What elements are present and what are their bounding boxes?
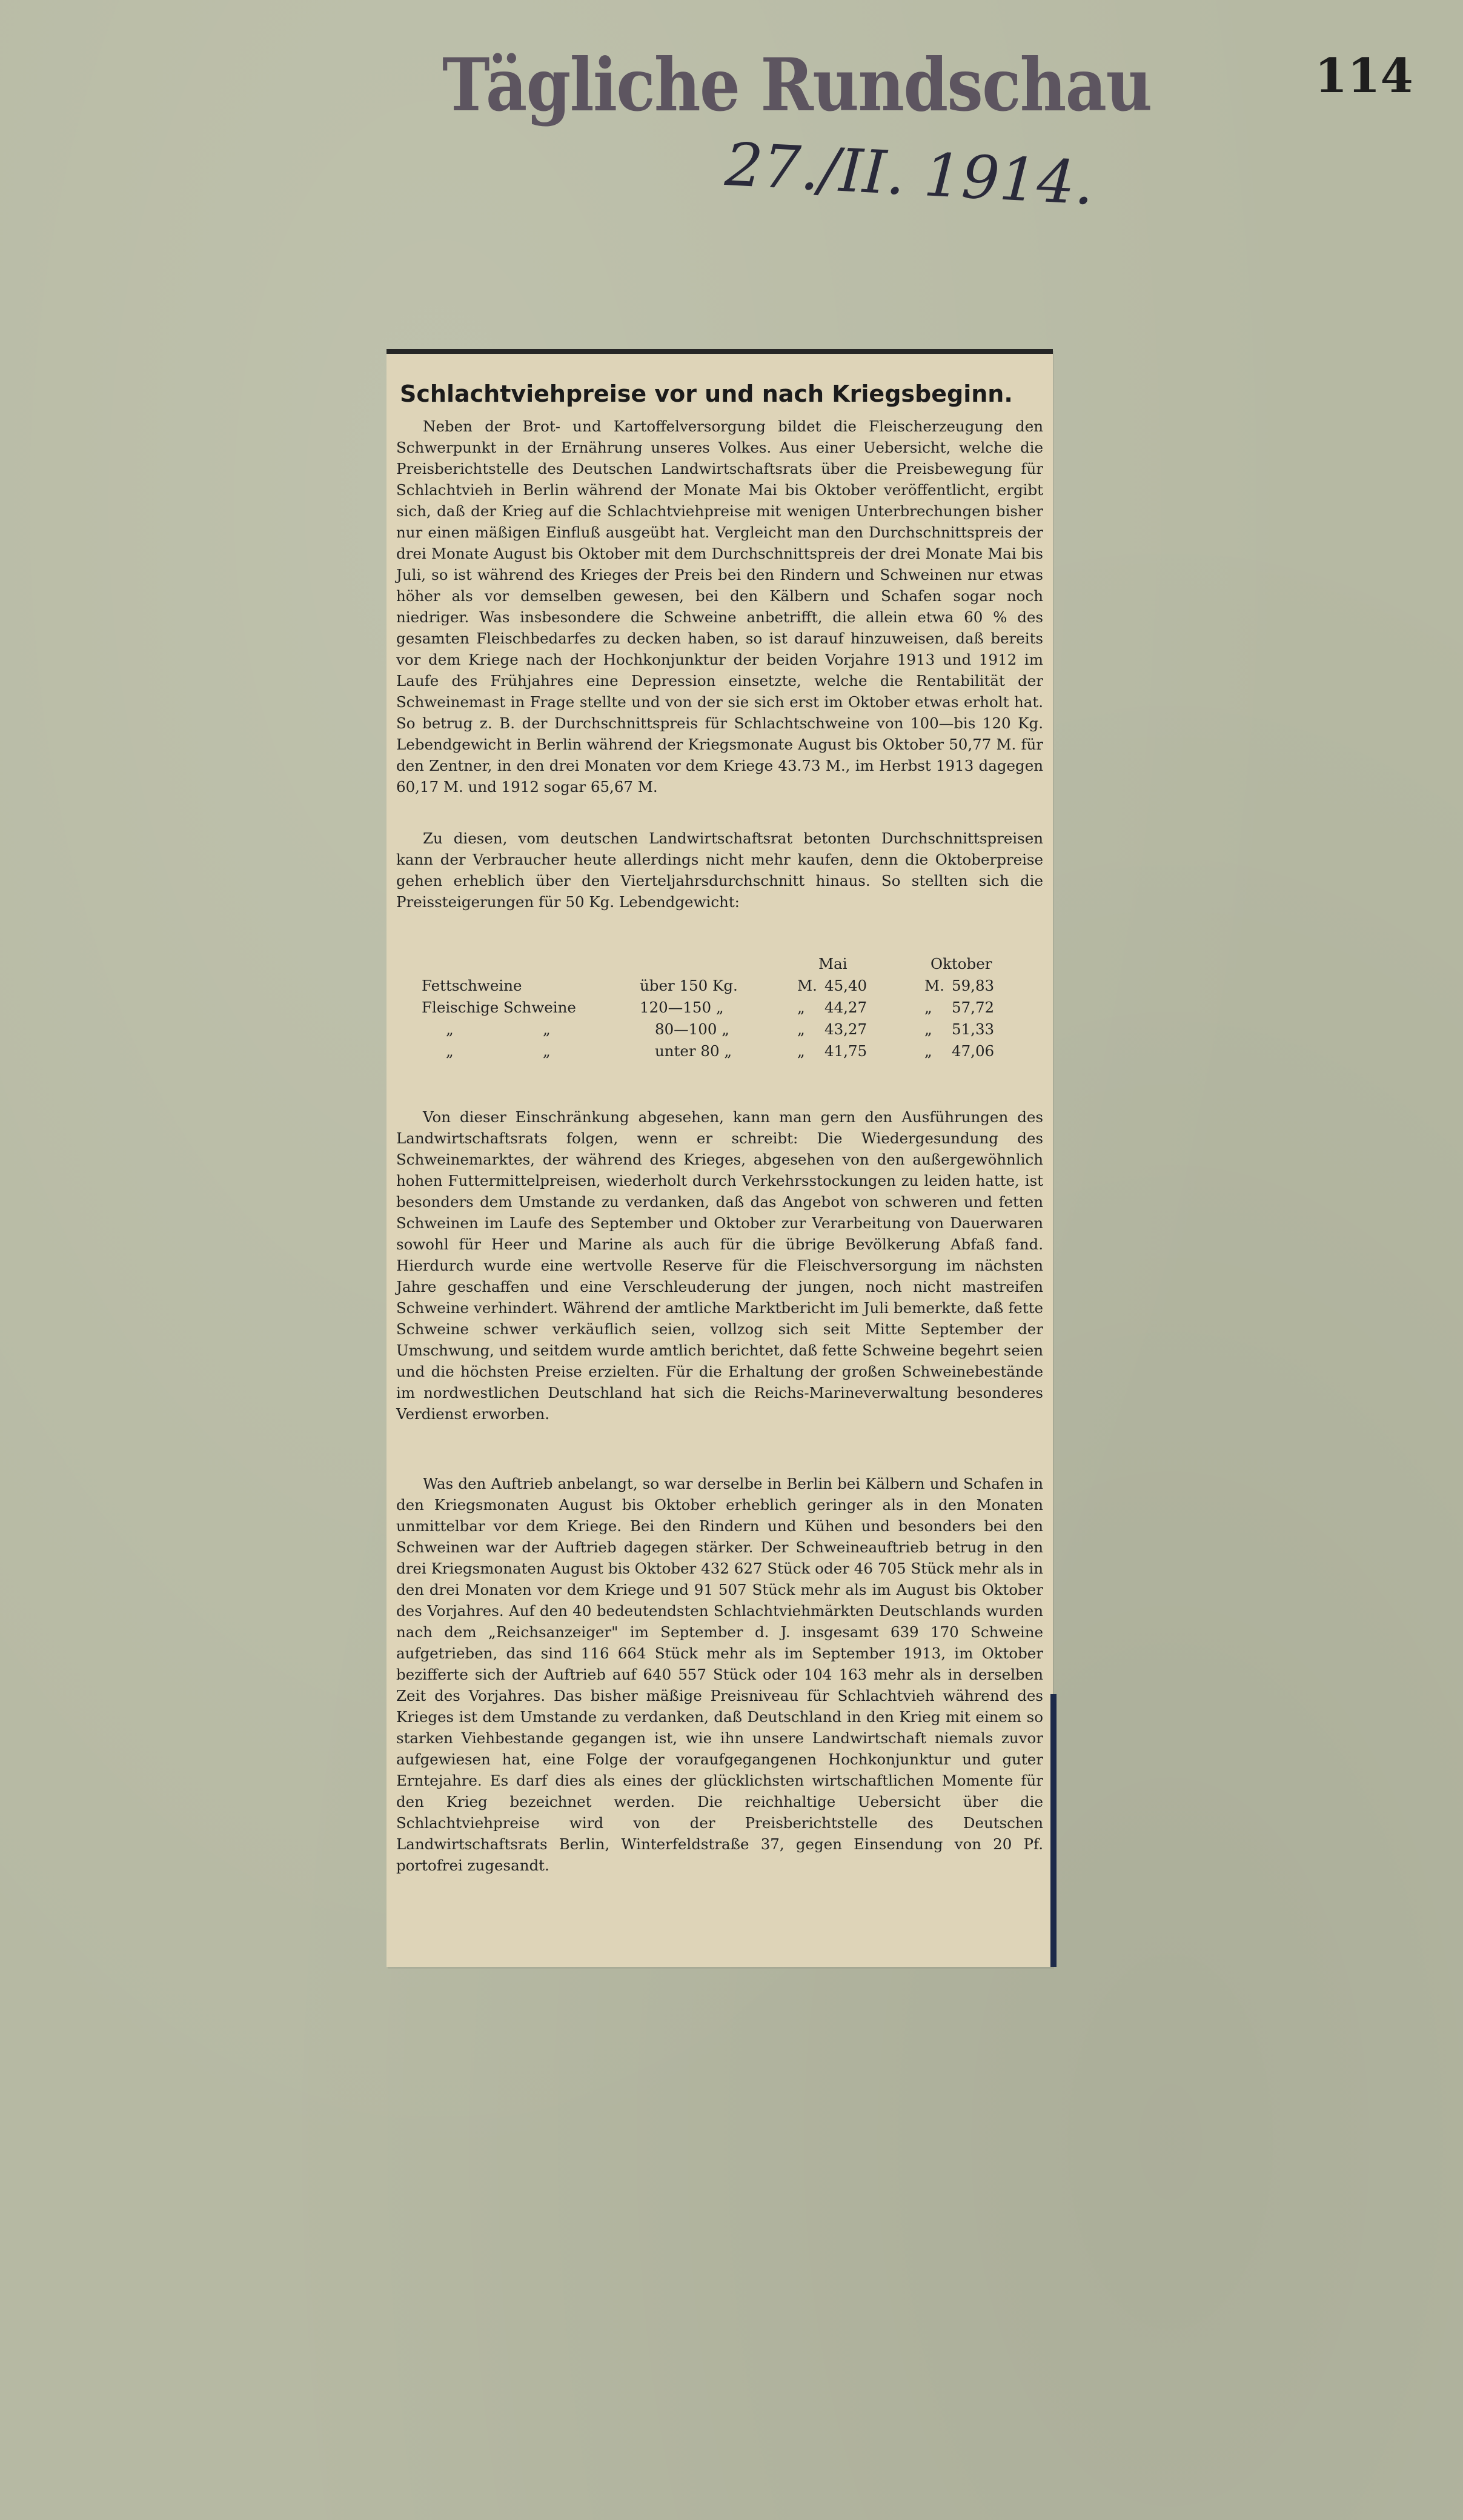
- row-weight: 80—100 „: [655, 1020, 729, 1038]
- row-price-mai: 45,40: [824, 977, 868, 994]
- row-price-oktober: 59,83: [952, 977, 995, 994]
- row-price-mai: 43,27: [824, 1020, 868, 1038]
- handwritten-date: 27./II. 1914.: [723, 130, 1096, 219]
- newspaper-clipping: [386, 349, 1053, 1967]
- row-currency-mai: M.: [797, 977, 817, 994]
- row-price-oktober: 57,72: [952, 999, 995, 1016]
- row-sub: „: [543, 1020, 551, 1038]
- article-paragraph-1: [396, 416, 1043, 797]
- row-weight: über 150 Kg.: [640, 977, 738, 994]
- article-paragraph-3: [396, 1106, 1043, 1425]
- paragraph-text: Neben der Brot- und Kartoffelversorgung bildet die Fleischerzeugung den Schwerpunkt in der Ernährung unseres Volkes. Aus einer Uebersicht, welche die Preisberichtstelle des Deutschen Landwirtschaftsrats über die Preisbewegung für Schlachtvieh in Berlin während der Monate Mai bis Oktober veröffentlicht, ergibt sich, daß der Krieg auf die Schlachtviehpreise mit wenigen Unterbrechungen bisher nur einen mäßigen Einfluß ausgeübt hat. Vergleicht man den Durchschnittspreis der drei Monate August bis Oktober mit dem Durchschnittspreis der drei Monate Mai bis Juli, so ist während des Krieges der Preis bei den Rindern und Schweinen nur etwas höher als vor demselben gewesen, bei den Kälbern und Schafen sogar noch niedriger. Was insbesondere die Schweine anbetrifft, die allein etwa 60 % des gesamten Fleischbedarfes zu decken haben, so ist darauf hinzuweisen, daß bereits vor dem Kriege nach der Hochkonjunktur der beiden Vorjahre 1913 und 1912 im Laufe des Frühjahres eine Depression einsetzte, welche die Rentabilität der Schweinemast in Frage stellte und von der sie sich erst im Oktober etwas erholt hat. So betrug z. B. der Durchschnittspreis für Schlachtschweine von 100—bis 120 Kg. Lebendgewicht in Berlin während der Kriegsmonate August bis Oktober 50,77 M. für den Zentner, in den drei Monaten vor dem Kriege 43.73 M., im Herbst 1913 dagegen 60,17 M. und 1912 sogar 65,67 M.: [396, 417, 1043, 796]
- row-currency-oktober: „: [924, 999, 932, 1016]
- row-kind: Fleischige Schweine: [422, 999, 576, 1016]
- row-kind: „: [446, 1020, 454, 1038]
- paragraph-text: Zu diesen, vom deutschen Landwirtschaftsrat betonten Durchschnittspreisen kann der Verbraucher heute allerdings nicht mehr kaufen, denn die Oktoberpreise gehen erheblich über den Vierteljahrsdurchschnitt hinaus. So stellten sich die Preissteigerungen für 50 Kg. Lebendgewicht:: [396, 829, 1043, 911]
- row-currency-mai: „: [797, 1020, 805, 1038]
- row-kind: Fettschweine: [422, 977, 522, 994]
- article-headline: Schlachtviehpreise vor und nach Kriegsbeginn.: [400, 381, 1013, 407]
- row-price-oktober: 51,33: [952, 1020, 995, 1038]
- newspaper-name-stamp: Tägliche Rundschau: [442, 42, 1152, 128]
- row-currency-oktober: „: [924, 1042, 932, 1060]
- row-currency-mai: „: [797, 999, 805, 1016]
- row-kind: „: [446, 1042, 454, 1060]
- row-weight: 120—150 „: [640, 999, 724, 1016]
- row-price-mai: 44,27: [824, 999, 868, 1016]
- folio-number: 114: [1315, 48, 1413, 104]
- article-paragraph-2: [396, 828, 1043, 913]
- row-price-oktober: 47,06: [952, 1042, 995, 1060]
- row-currency-oktober: M.: [924, 977, 944, 994]
- paragraph-text: Von dieser Einschränkung abgesehen, kann man gern den Ausführungen des Landwirtschaftsrats folgen, wenn er schreibt: Die Wiedergesundung des Schweinemarktes, der während des Krieges, abgesehen von den außergewöhnlich hohen Futtermittelpreisen, wiederholt durch Verkehrsstockungen zu leiden hatte, ist besonders dem Umstande zu verdanken, daß das Angebot von schweren und fetten Schweinen im Laufe des September und Oktober zur Verarbeitung von Dauerwaren sowohl für Heer und Marine als auch für die übrige Bevölkerung Abfaß fand. Hierdurch wurde eine wertvolle Reserve für die Fleischversorgung im nächsten Jahre geschaffen und eine Verschleuderung der jungen, noch nicht mastreifen Schweine verhindert. Während der amtliche Marktbericht im Juli bemerkte, daß fette Schweine schwer verkäuflich seien, vollzog sich seit Mitte September der Umschwung, und seitdem wurde amtlich berichtet, daß fette Schweine begehrt seien und die höchsten Preise erzielten. Für die Erhaltung der großen Schweinebestände im nordwestlichen Deutschland hat sich die Reichs-Marineverwaltung besonderes Verdienst erworben.: [396, 1108, 1043, 1423]
- row-price-mai: 41,75: [824, 1042, 868, 1060]
- row-sub: „: [543, 1042, 551, 1060]
- row-currency-mai: „: [797, 1042, 805, 1060]
- clipping-edge-mark: [1050, 1694, 1057, 1967]
- col-header-oktober: Oktober: [931, 955, 992, 972]
- row-currency-oktober: „: [924, 1020, 932, 1038]
- row-weight: unter 80 „: [655, 1042, 732, 1060]
- col-header-mai: Mai: [818, 955, 848, 972]
- clipping-top-rule: [386, 349, 1053, 354]
- paragraph-text: Was den Auftrieb anbelangt, so war derselbe in Berlin bei Kälbern und Schafen in den Kriegsmonaten August bis Oktober erheblich geringer als in den Monaten unmittelbar vor dem Kriege. Bei den Rindern und Kühen und besonders bei den Schweinen war der Auftrieb dagegen stärker. Der Schweineauftrieb betrug in den drei Kriegsmonaten August bis Oktober 432 627 Stück oder 46 705 Stück mehr als in den drei Monaten vor dem Kriege und 91 507 Stück mehr als im August bis Oktober des Vorjahres. Auf den 40 bedeutendsten Schlachtviehmärkten Deutschlands wurden nach dem „Reichsanzeiger" im September d. J. insgesamt 639 170 Schweine aufgetrieben, das sind 116 664 Stück mehr als im September 1913, im Oktober bezifferte sich der Auftrieb auf 640 557 Stück oder 104 163 mehr als in derselben Zeit des Vorjahres. Das bisher mäßige Preisniveau für Schlachtvieh während des Krieges ist dem Umstande zu verdanken, daß Deutschland in den Krieg mit einem so starken Viehbestande gegangen ist, wie ihn unsere Landwirtschaft niemals zuvor aufgewiesen hat, eine Folge der voraufgegangenen Hochkonjunktur und guter Erntejahre. Es darf dies als eines der glücklichsten wirtschaftlichen Momente für den Krieg bezeichnet werden. Die reichhaltige Uebersicht über die Schlachtviehpreise wird von der Preisberichtstelle des Deutschen Landwirtschaftsrats Berlin, Winterfeldstraße 37, gegen Einsendung von 20 Pf. portofrei zugesandt.: [396, 1475, 1043, 1874]
- article-paragraph-4: [396, 1473, 1043, 1876]
